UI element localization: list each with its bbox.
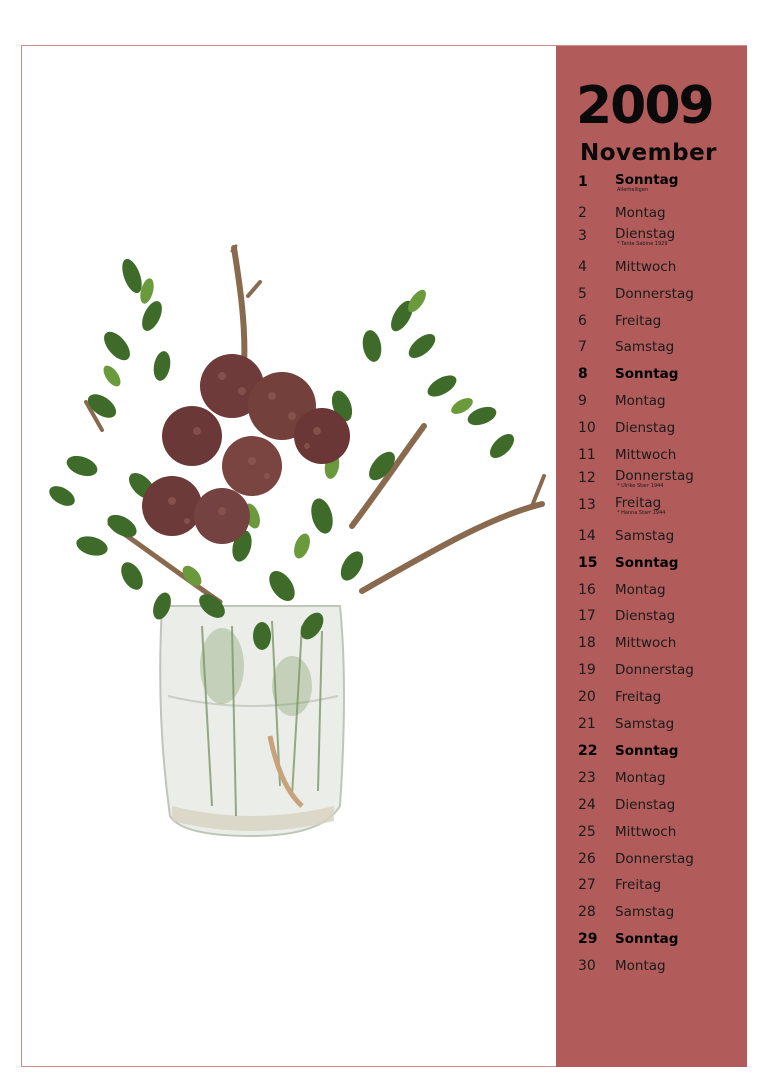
day-row bbox=[556, 685, 747, 711]
day-row bbox=[556, 362, 747, 388]
day-row bbox=[556, 225, 747, 254]
day-number: 26 bbox=[578, 850, 596, 867]
day-name: Sonntag bbox=[615, 172, 679, 188]
day-number: 7 bbox=[578, 339, 587, 356]
day-row bbox=[556, 658, 747, 684]
day-number: 21 bbox=[578, 716, 596, 732]
day-name: Samstag bbox=[615, 716, 675, 732]
day-row bbox=[556, 847, 747, 873]
day-number: 9 bbox=[578, 393, 587, 410]
day-number: 12 bbox=[578, 469, 596, 486]
day-number: 19 bbox=[578, 662, 596, 679]
day-row bbox=[556, 873, 747, 899]
day-row bbox=[556, 467, 747, 496]
day-row bbox=[556, 174, 747, 200]
day-name: Mittwoch bbox=[615, 635, 677, 652]
day-note: * Tante Sabine 1929 bbox=[617, 240, 668, 247]
day-row bbox=[556, 389, 747, 415]
day-row bbox=[556, 900, 747, 926]
day-number: 10 bbox=[578, 420, 596, 437]
bouquet-in-glass-vase-icon bbox=[22, 46, 556, 1066]
day-name: Freitag bbox=[615, 312, 662, 329]
day-row bbox=[556, 766, 747, 792]
day-name: Donnerstag bbox=[615, 285, 694, 302]
day-row bbox=[556, 927, 747, 953]
day-row bbox=[556, 524, 747, 550]
day-row bbox=[556, 820, 747, 846]
day-row bbox=[556, 739, 747, 765]
day-name: Mittwoch bbox=[615, 258, 677, 275]
day-name: Montag bbox=[615, 769, 666, 786]
day-name: Freitag bbox=[615, 494, 662, 511]
day-number: 18 bbox=[578, 635, 596, 652]
day-name: Samstag bbox=[615, 527, 675, 544]
day-name: Sonntag bbox=[615, 554, 679, 571]
day-row bbox=[556, 712, 747, 738]
vase-icon bbox=[160, 606, 344, 836]
day-number: 16 bbox=[578, 581, 596, 598]
calendar-year: 2009 bbox=[576, 76, 713, 136]
day-name: Dienstag bbox=[615, 225, 676, 242]
day-number: 1 bbox=[578, 174, 588, 190]
day-row bbox=[556, 416, 747, 442]
day-note: Allerheiligen bbox=[617, 187, 649, 193]
day-number: 6 bbox=[578, 312, 587, 329]
day-row bbox=[556, 201, 747, 227]
day-row bbox=[556, 335, 747, 361]
day-note: * Hanna Starr 1944 bbox=[617, 509, 666, 516]
day-number: 23 bbox=[578, 769, 596, 786]
day-row bbox=[556, 282, 747, 308]
day-number: 22 bbox=[578, 742, 598, 759]
day-number: 20 bbox=[578, 689, 596, 706]
day-name: Montag bbox=[615, 393, 666, 410]
day-row bbox=[556, 443, 747, 469]
bouquet-photo bbox=[22, 46, 556, 1066]
day-name: Freitag bbox=[615, 689, 662, 706]
day-name: Donnerstag bbox=[615, 662, 694, 679]
day-name: Sonntag bbox=[615, 366, 679, 383]
day-row bbox=[556, 578, 747, 604]
day-name: Sonntag bbox=[615, 931, 679, 948]
day-row bbox=[556, 604, 747, 630]
day-name: Mittwoch bbox=[615, 447, 677, 463]
day-name: Montag bbox=[615, 958, 666, 975]
day-number: 5 bbox=[578, 285, 587, 302]
day-number: 14 bbox=[578, 527, 596, 544]
day-name: Montag bbox=[615, 204, 666, 221]
day-name: Donnerstag bbox=[615, 467, 694, 484]
day-name: Dienstag bbox=[615, 608, 676, 625]
day-number: 2 bbox=[578, 204, 587, 221]
day-number: 28 bbox=[578, 904, 596, 921]
day-name: Sonntag bbox=[615, 742, 679, 759]
day-row bbox=[556, 631, 747, 657]
day-number: 27 bbox=[578, 877, 596, 894]
day-row bbox=[556, 551, 747, 577]
day-name: Donnerstag bbox=[615, 850, 694, 867]
day-number: 8 bbox=[578, 366, 588, 383]
day-row bbox=[556, 494, 747, 523]
day-row bbox=[556, 309, 747, 335]
day-number: 4 bbox=[578, 258, 587, 275]
day-name: Samstag bbox=[615, 904, 675, 921]
day-number: 13 bbox=[578, 496, 596, 513]
day-number: 11 bbox=[578, 447, 596, 463]
day-number: 17 bbox=[578, 608, 596, 625]
day-name: Freitag bbox=[615, 877, 662, 894]
day-row bbox=[556, 255, 747, 281]
day-number: 24 bbox=[578, 796, 596, 813]
day-name: Dienstag bbox=[615, 796, 676, 813]
day-number: 25 bbox=[578, 823, 596, 840]
day-name: Samstag bbox=[615, 339, 675, 356]
day-name: Mittwoch bbox=[615, 823, 677, 840]
day-row bbox=[556, 793, 747, 819]
day-number: 3 bbox=[578, 227, 587, 244]
day-number: 15 bbox=[578, 554, 598, 571]
calendar-month: November bbox=[580, 140, 718, 166]
day-name: Montag bbox=[615, 581, 666, 598]
day-number: 30 bbox=[578, 958, 596, 975]
calendar-sidebar bbox=[556, 46, 747, 1067]
day-number: 29 bbox=[578, 931, 598, 948]
day-note: * Ulrike Starr 1944 bbox=[617, 482, 664, 489]
day-name: Dienstag bbox=[615, 420, 676, 437]
day-row bbox=[556, 954, 747, 980]
